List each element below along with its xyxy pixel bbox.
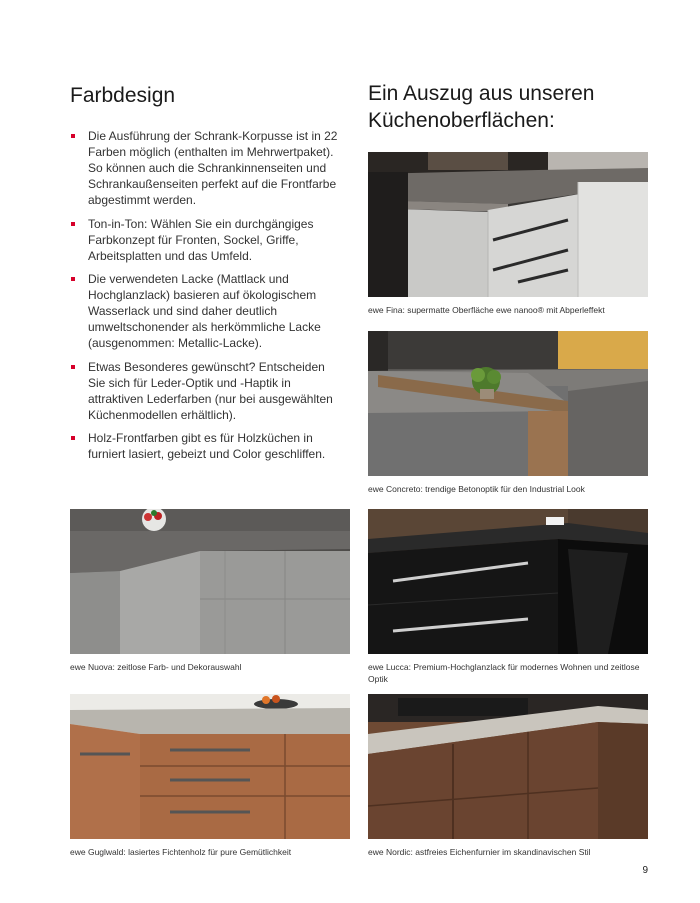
section-title-farbdesign: Farbdesign <box>70 84 176 107</box>
kitchen-photo-guglwald <box>70 694 350 839</box>
bullet-item: Die Ausführung der Schrank-Korpusse ist in 22 Farben möglich (enthalten im Mehrwertpaket). So können auch die Schrankinnenseiten und Schrankaußenseiten perfekt auf die Frontfarbe abgestimmt werden. <box>70 128 340 208</box>
bullet-square-icon <box>71 436 75 440</box>
kitchen-photo-concreto <box>368 331 648 476</box>
bullet-list <box>70 128 340 470</box>
bullet-square-icon <box>71 134 75 138</box>
bullet-square-icon <box>71 222 75 226</box>
photo-caption: ewe Nordic: astfreies Eichenfurnier im skandinavischen Stil <box>368 847 591 857</box>
kitchen-photo-fina <box>368 152 648 297</box>
photo-caption: ewe Fina: supermatte Oberfläche ewe nanoo® mit Abperleffekt <box>368 305 605 315</box>
section-title-surfaces: Ein Auszug aus unseren Küchenoberflächen: <box>368 82 595 132</box>
bullet-item: Ton-in-Ton: Wählen Sie ein durchgängiges Farbkonzept für Fronten, Sockel, Griffe, Arbeitsplatten und das Umfeld. <box>70 216 340 264</box>
photo-caption: ewe Guglwald: lasiertes Fichtenholz für pure Gemütlichkeit <box>70 847 292 857</box>
bullet-item: Etwas Besonderes gewünscht? Entscheiden Sie sich für Leder-Optik und -Haptik in attraktiven Lederfarben (nur bei ausgewählten Küchenmodellen erhältlich). <box>70 359 340 423</box>
bullet-item: Holz-Frontfarben gibt es für Holzküchen in furniert lasiert, gebeizt und Color geschliffen. <box>70 430 340 462</box>
page-number: 9 <box>642 865 648 876</box>
bullet-square-icon <box>71 277 75 281</box>
kitchen-photo-lucca <box>368 509 648 654</box>
bullet-square-icon <box>71 365 75 369</box>
photo-caption: ewe Lucca: Premium-Hochglanzlack für modernes Wohnen und zeitlose Optik <box>368 662 640 684</box>
photo-caption: ewe Concreto: trendige Betonoptik für den Industrial Look <box>368 484 585 494</box>
kitchen-photo-nuova <box>70 509 350 654</box>
kitchen-photo-nordic <box>368 694 648 839</box>
photo-caption: ewe Nuova: zeitlose Farb- und Dekorauswahl <box>70 662 242 672</box>
bullet-item: Die verwendeten Lacke (Mattlack und Hochglanzlack) basieren auf ökologischem Wasserlack und sind daher deutlich umweltschonender als herkömmliche Lacke (ausgenommen: Metallic-Lacke). <box>70 271 340 351</box>
